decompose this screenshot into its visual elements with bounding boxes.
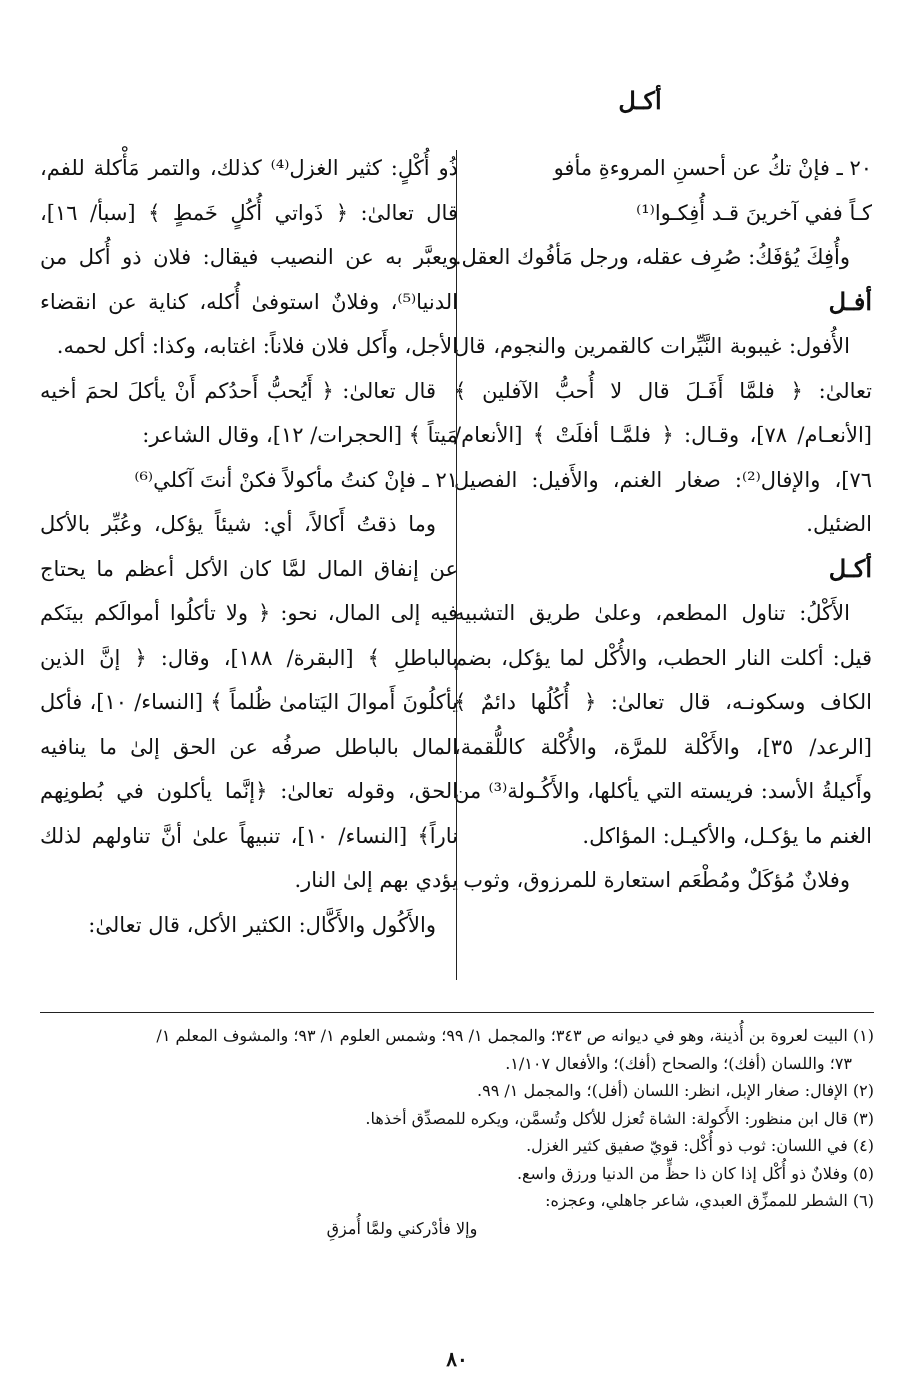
footnote-4: (٤) في اللسان: ثوب ذو أُكْل: قويّ صفيق كثير الغزل.	[526, 1136, 874, 1155]
entry-text-akal: الأَكْلُ: تناول المطعم، وعلىٰ طريق التشبيه قيل: أكلت النار الحطب، والأُكْل لما يؤكل، بضم الكاف وسكونـه، قال تعالىٰ: ﴿ أُكُلُها دائمٌ ﴾ [الرعد/ ٣٥]، والأَكْلة للمرَّة، والأُكْلة كاللُّقمة، وأَكيلةُ الأسد: فريسته التي يأكلها، والأَكُـولة⁽³⁾ من الغنم ما يؤكـل، والأكيـل: المؤاكل.	[454, 601, 872, 848]
left-column	[40, 146, 458, 947]
entry-text-afal: الأُفول: غيبوبة النَّيِّرات كالقمرين والنجوم، قال تعالىٰ: ﴿ فلمَّا أَفَـلَ قال لا أُحبُّ الآفلين ﴾ [الأنعـام/ ٧٨]، وقـال: ﴿ فلمَّـا أفلَتْ ﴾ [الأنعام/ ٧٦]، والإفال⁽²⁾: صغار الغنم، والأَفيل: الفصيل الضئيل.	[454, 334, 873, 536]
footnote-divider	[40, 1012, 874, 1013]
verse-20-line2: كـاً ففي آخرينَ قـد أُفِكـوا⁽¹⁾	[636, 200, 872, 225]
right-column	[454, 146, 872, 903]
entry-heading-afal: أفـل	[828, 286, 872, 316]
footnote-6: (٦) الشطر للممزِّق العبدي، شاعر جاهلي، وعجزه:	[545, 1191, 874, 1210]
verse-20-line1: ٢٠ ـ فإنْ تكُ عن أحسنِ المروءةِ مأفو	[553, 156, 872, 180]
dhu-ukl-text: ذُو أُكْلٍ: كثير الغزل⁽⁴⁾ كذلك، والتمر مَأْكلة للفم، قال تعالىٰ: ﴿ ذَواتي أُكُلٍ خَمطٍ ﴾ [سبأ/ ١٦]، ويعبَّر به عن النصيب فيقال: فلان ذو أُكل من الدنيا⁽⁵⁾، وفلانٌ استوفىٰ أُكله، كناية عن انقضاء الأجل، وأَكل فلان فلاناً: اغتابه، وكذا: أكل لحمه.	[40, 156, 458, 358]
running-head: أكـل	[618, 86, 662, 115]
entry-heading-akal: أكـل	[828, 553, 872, 583]
footnote-2: (٢) الإفال: صغار الإبل، انظر: اللسان (أفل)؛ والمجمل ١/ ٩٩.	[477, 1081, 874, 1100]
footnote-3: (٣) قال ابن منظور: الأَكولة: الشاة تُعزل للأكل وتُسمَّن، ويكره للمصدِّق أخذها.	[365, 1108, 874, 1128]
footnotes	[40, 1022, 874, 1242]
verse-21: ٢١ ـ فإنْ كنتُ مأكولاً فكنْ أنتَ آكلي⁽⁶⁾	[134, 467, 458, 492]
akal-continued-text: وما ذقتُ أَكالاً، أي: شيئاً يؤكل، وعُبِّر بالأكل عن إنفاق المال لمَّا كان الأكل أعظم ما يحتاج فيه إلى المال، نحو: ﴿ ولا تأكلُوا أموالَكم بينَكم بالباطلِ ﴾ [البقرة/ ١٨٨]، وقال: ﴿ إنَّ الذين يأكلُونَ أَموالَ اليَتامىٰ ظُلماً ﴾ [النساء/ ١٠]، فأكل المال بالباطل صرفُه عن الحق إلىٰ ما ينافيه الحق، وقوله تعالىٰ: ﴿إنَّما يأكلون في بُطونِهم ناراً﴾ [النساء/ ١٠]، تنبيهاً علىٰ أنَّ تناولهم لذلك يؤدي بهم إلىٰ النار.	[40, 512, 459, 892]
akul-text: والأَكُول والأَكَّال: الكثير الأكل، قال تعالىٰ:	[88, 912, 436, 937]
footnote-6-verse: وإلا فأدْركني ولمَّا أُمزقِ	[326, 1218, 478, 1238]
footnote-1: (١) البيت لعروة بن أُذينة، وهو في ديوانه ص ٣٤٣؛ والمجمل ١/ ٩٩؛ وشمس العلوم ١/ ٩٣؛ والمشوف المعلم ١/	[156, 1026, 874, 1045]
footnote-5: (٥) وفلانٌ ذو أُكْل إذا كان ذا حظٍّ من الدنيا ورزق واسع.	[516, 1163, 874, 1183]
mukal-text: وفلانٌ مُؤكَلٌ ومُطْعَم استعارة للمرزوق، وثوب	[463, 868, 850, 892]
footnote-1-continued: ٧٣؛ واللسان (أفك)؛ والصحاح (أفك)؛ والأفعال ١/١٠٧.	[505, 1053, 852, 1073]
hujurat-text: قال تعالىٰ: ﴿ أَيُحبُّ أَحدُكم أَنْ يأكلَ لحمَ أخيه مَيتاً ﴾ [الحجرات/ ١٢]، وقال الشاعر:	[40, 378, 458, 447]
page-number: ٨٠	[446, 1347, 468, 1371]
ufik-definition: وأُفِكَ يُؤفَكُ: صُرِف عقله، ورجل مَأفُوك العقل.	[454, 245, 850, 269]
